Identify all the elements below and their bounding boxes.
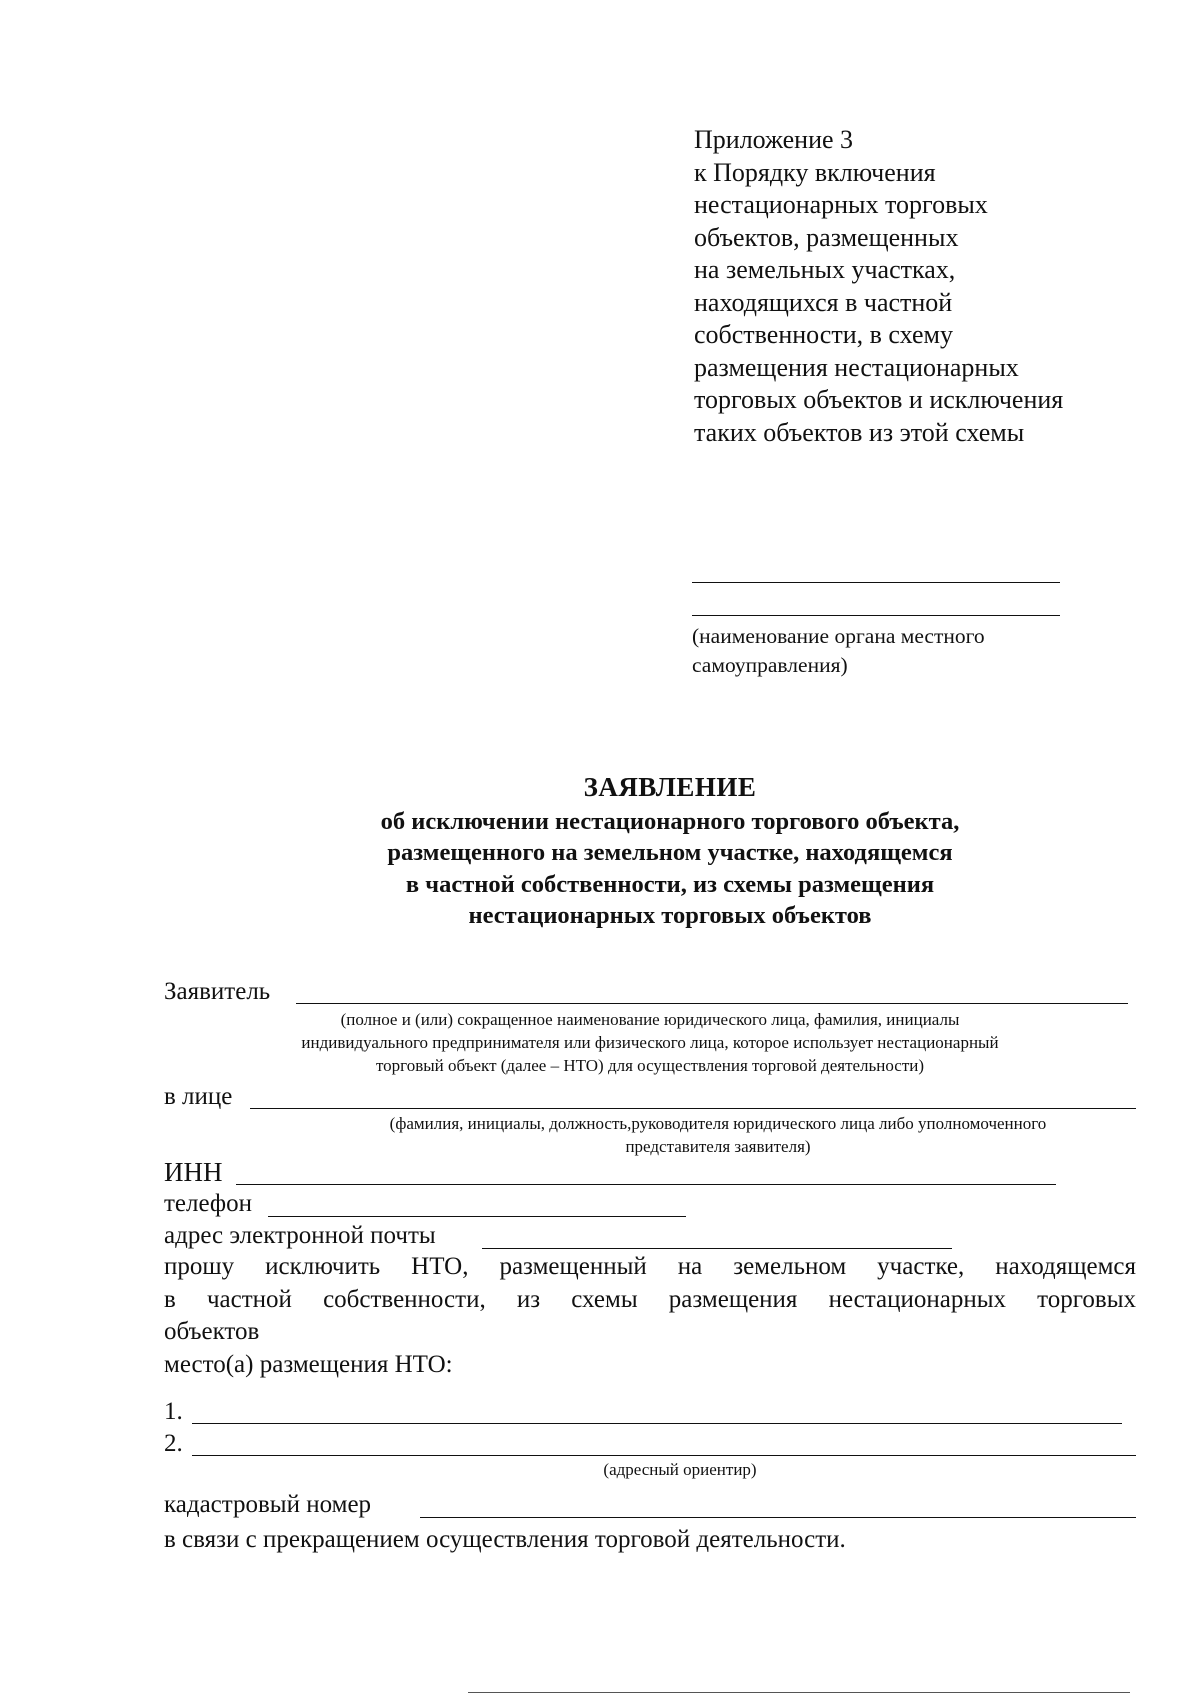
appendix-line: собственности, в схему — [694, 320, 953, 349]
title-line: нестационарных торговых объектов — [468, 902, 872, 929]
places-label: место(а) размещения НТО: — [164, 1350, 453, 1378]
applicant-label: Заявитель — [164, 978, 271, 1005]
applicant-hint-line: индивидуального предпринимателя или физического лица, которое использует нестационарный — [301, 1033, 999, 1052]
authority-name-line-2[interactable] — [692, 615, 1060, 616]
represented-hint — [300, 1112, 1136, 1158]
request-line: объектов — [164, 1318, 260, 1345]
title-line: размещенного на земельном участке, находящемся — [387, 839, 953, 866]
page-bottom-divider — [468, 1692, 1130, 1693]
cadastral-label: кадастровый номер — [164, 1491, 372, 1518]
appendix-line: объектов, размещенных — [694, 222, 959, 252]
inn-field[interactable] — [236, 1184, 1056, 1185]
inn-label: ИНН — [164, 1157, 223, 1187]
place-item-2-field[interactable] — [192, 1455, 1136, 1456]
cadastral-field[interactable] — [420, 1517, 1136, 1518]
request-line: прошу исключить НТО, размещенный на земельном участке, находящемся — [164, 1253, 1136, 1280]
represented-hint-line: представителя заявителя) — [625, 1137, 811, 1156]
applicant-hint — [190, 1008, 1110, 1077]
phone-field[interactable] — [268, 1216, 686, 1217]
appendix-line: Приложение 3 — [694, 125, 854, 154]
authority-caption — [692, 622, 985, 680]
appendix-line: размещения нестационарных — [694, 352, 1019, 382]
authority-caption-line: (наименование органа местного — [692, 624, 985, 648]
email-label: адрес электронной почты — [164, 1222, 436, 1249]
appendix-line: нестационарных торговых — [694, 190, 988, 219]
represented-hint-line: (фамилия, инициалы, должность,руководителя юридического лица либо уполномоченного — [389, 1114, 1047, 1133]
represented-label: в лице — [164, 1083, 233, 1110]
applicant-hint-line: (полное и (или) сокращенное наименование юридического лица, фамилия, инициалы — [340, 1010, 960, 1029]
appendix-line: к Порядку включения — [694, 157, 936, 187]
phone-label: телефон — [164, 1190, 252, 1217]
authority-caption-line: самоуправления) — [692, 653, 848, 677]
place-item-1-field[interactable] — [192, 1423, 1122, 1424]
reason-text: в связи с прекращением осуществления торговой деятельности. — [164, 1526, 846, 1553]
document-title — [200, 772, 1140, 932]
appendix-line: таких объектов из этой схемы — [694, 417, 1025, 447]
title-line: об исключении нестационарного торгового объекта, — [380, 807, 960, 835]
request-text — [164, 1251, 1136, 1381]
request-line: в частной собственности, из схемы размещения нестационарных торговых — [164, 1285, 1136, 1313]
appendix-line: на земельных участках, — [694, 255, 956, 284]
email-field[interactable] — [482, 1248, 952, 1249]
title-main: ЗАЯВЛЕНИЕ — [583, 772, 757, 802]
represented-field[interactable] — [250, 1108, 1136, 1109]
appendix-header — [694, 124, 1134, 449]
place-item-1-number: 1. — [164, 1398, 183, 1425]
appendix-line: торговых объектов и исключения — [694, 385, 1064, 414]
place-item-2-number: 2. — [164, 1430, 183, 1457]
title-line: в частной собственности, из схемы размещения — [405, 870, 935, 898]
applicant-hint-line: торговый объект (далее – НТО) для осуществления торговой деятельности) — [375, 1056, 925, 1075]
applicant-field[interactable] — [296, 1003, 1128, 1004]
appendix-line: находящихся в частной — [694, 287, 953, 317]
authority-name-line-1[interactable] — [692, 582, 1060, 583]
address-hint: (адресный ориентир) — [603, 1460, 757, 1479]
